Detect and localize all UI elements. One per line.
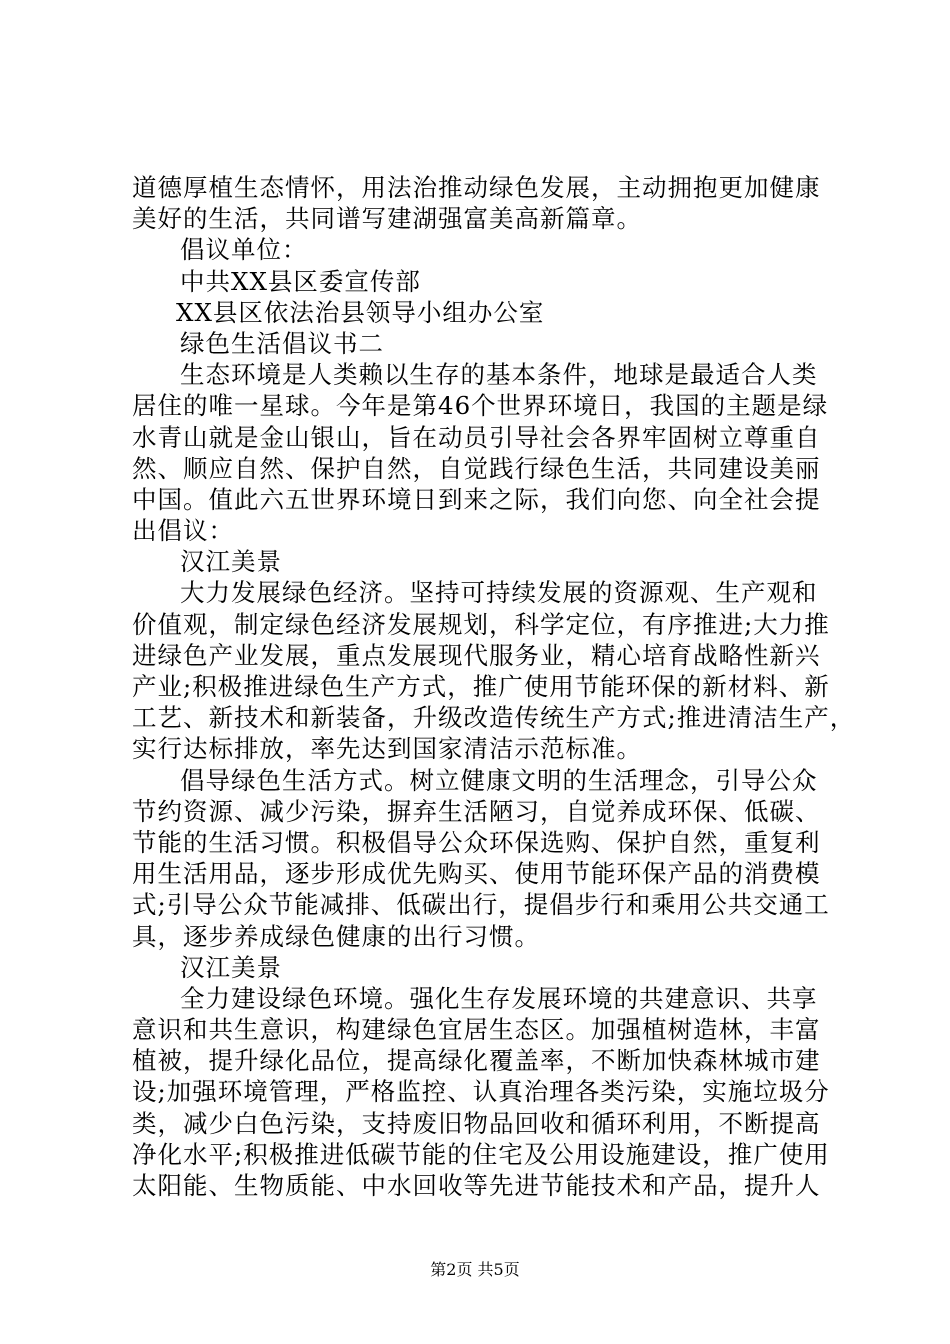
text-line: 类，减少白色污染，支持废旧物品回收和循环利用，不断提高 <box>132 1108 821 1138</box>
text-line: 生态环境是人类赖以生存的基本条件，地球是最适合人类 <box>180 360 818 390</box>
subheading: 汉江美景 <box>180 547 282 577</box>
text-line: 出倡议： <box>132 516 234 546</box>
text-line: 节约资源、减少污染，摒弃生活陋习，自觉养成环保、低碳、 <box>132 796 821 826</box>
text-line: 实行达标排放，率先达到国家清洁示范标准。 <box>132 734 642 764</box>
subheading: 汉江美景 <box>180 952 282 982</box>
text-line: 居住的唯一星球。今年是第46个世界环境日，我国的主题是绿 <box>132 391 829 421</box>
text-line: 道德厚植生态情怀，用法治推动绿色发展，主动拥抱更加健康 <box>132 173 821 202</box>
text-line: 意识和共生意识，构建绿色宜居生态区。加强植树造林，丰富 <box>132 1015 821 1045</box>
text-line: 用生活用品，逐步形成优先购买、使用节能环保产品的消费模 <box>132 859 821 889</box>
text-line: 植被，提升绿化品位，提高绿化覆盖率，不断加快森林城市建 <box>132 1046 821 1076</box>
text-line: XX县区依法治县领导小组办公室 <box>176 297 545 327</box>
text-line: 进绿色产业发展，重点发展现代服务业，精心培育战略性新兴 <box>132 640 821 670</box>
text-line: 水青山就是金山银山，旨在动员引导社会各界牢固树立尊重自 <box>132 422 821 452</box>
text-line: 然、顺应自然、保护自然，自觉践行绿色生活，共同建设美丽 <box>132 453 821 483</box>
text-line: 式;引导公众节能减排、低碳出行，提倡步行和乘用公共交通工 <box>132 890 830 920</box>
section-heading: 绿色生活倡议书二 <box>180 328 384 358</box>
page-number-footer: 第2页 共5页 <box>430 1260 520 1279</box>
text-line: 全力建设绿色环境。强化生存发展环境的共建意识、共享 <box>180 983 818 1013</box>
body-text <box>132 172 856 1201</box>
text-line: 产业;积极推进绿色生产方式，推广使用节能环保的新材料、新 <box>132 672 830 701</box>
text-line: 工艺、新技术和新装备，升级改造传统生产方式;推进清洁生产， <box>132 703 856 733</box>
text-line: 中共XX县区委宣传部 <box>180 266 421 296</box>
text-line: 倡导绿色生活方式。树立健康文明的生活理念，引导公众 <box>180 765 818 795</box>
text-line: 设;加强环境管理，严格监控、认真治理各类污染，实施垃圾分 <box>132 1077 830 1107</box>
text-line: 节能的生活习惯。积极倡导公众环保选购、保护自然，重复利 <box>132 827 821 857</box>
text-line: 价值观，制定绿色经济发展规划，科学定位，有序推进;大力推 <box>132 609 830 639</box>
text-line: 净化水平;积极推进低碳节能的住宅及公用设施建设，推广使用 <box>132 1139 830 1169</box>
text-line: 美好的生活，共同谱写建湖强富美高新篇章。 <box>132 204 642 234</box>
text-line: 太阳能、生物质能、中水回收等先进节能技术和产品，提升人 <box>132 1171 821 1200</box>
text-line: 中国。值此六五世界环境日到来之际，我们向您、向全社会提 <box>132 484 821 514</box>
text-line: 倡议单位： <box>180 235 308 265</box>
text-line: 大力发展绿色经济。坚持可持续发展的资源观、生产观和 <box>180 578 818 608</box>
text-line: 具，逐步养成绿色健康的出行习惯。 <box>132 921 540 951</box>
